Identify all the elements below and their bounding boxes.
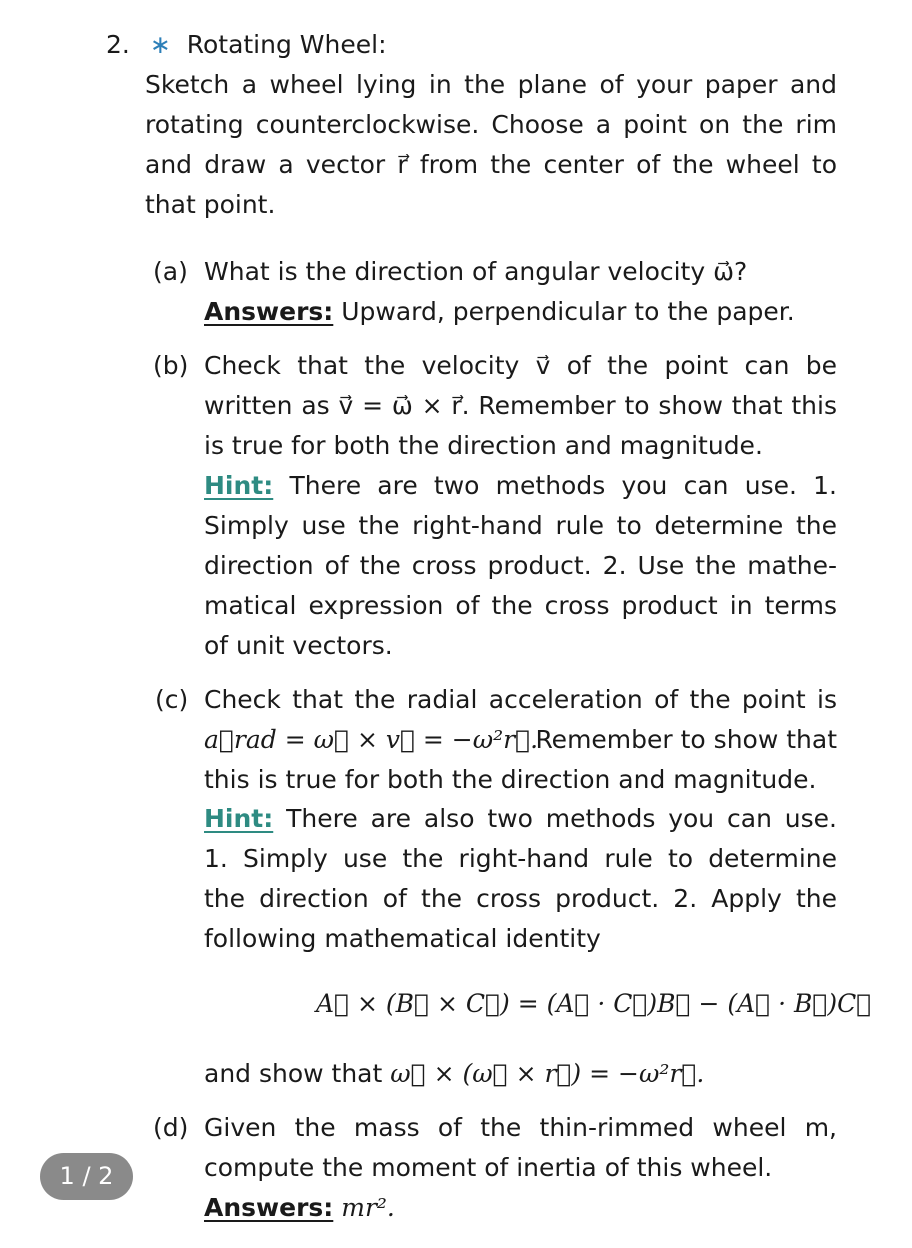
- part-c-show-line: [204, 1059, 704, 1089]
- show-prefix: and show that: [204, 1059, 383, 1088]
- part-a-label: (a): [153, 257, 188, 286]
- part-a-answer: [204, 297, 795, 327]
- part-c-line-7: following mathematical identity: [204, 924, 601, 953]
- hint-label: Hint:: [204, 471, 274, 500]
- answer-label: Answers:: [204, 297, 334, 326]
- problem-header: [106, 30, 387, 60]
- part-c-line-3: this is true for both the direction and magnitude.: [204, 765, 817, 794]
- problem-title: Rotating Wheel:: [186, 30, 387, 59]
- part-c-line-6: the direction of the cross product. 2. Apply the: [204, 884, 837, 913]
- answer-text: mr².: [341, 1193, 395, 1222]
- part-b-line-1: Check that the velocity v⃗ of the point can be: [204, 351, 837, 380]
- part-b-line-3: is true for both the direction and magnitude.: [204, 431, 763, 460]
- part-b-hint-line: [204, 471, 837, 501]
- hint-text: There are two methods you can use. 1.: [289, 471, 837, 500]
- intro-line-4: that point.: [145, 190, 276, 219]
- show-equation: ω⃗ × (ω⃗ × r⃗) = −ω²r⃗.: [390, 1059, 705, 1088]
- part-a-question: What is the direction of angular velocity ω⃗?: [204, 257, 748, 286]
- part-c-line-1: Check that the radial acceleration of the point is: [204, 685, 837, 714]
- part-c-label: (c): [155, 685, 189, 714]
- vector-identity-equation: A⃗ × (B⃗ × C⃗) = (A⃗ · C⃗)B⃗ − (A⃗ · B⃗)C⃗: [316, 989, 872, 1018]
- part-b-line-6: direction of the cross product. 2. Use the mathe-: [204, 551, 837, 580]
- part-d-label: (d): [153, 1113, 189, 1142]
- part-c-line-2: [204, 725, 837, 755]
- part-c-line-5: 1. Simply use the right-hand rule to determine: [204, 844, 837, 873]
- problem-number: 2.: [106, 30, 130, 59]
- part-d-line-2: compute the moment of inertia of this wheel.: [204, 1153, 773, 1182]
- intro-line-3: and draw a vector r⃗ from the center of the wheel to: [145, 150, 837, 179]
- part-c-line-2-rest: Remember to show that: [535, 725, 837, 754]
- part-b-line-2: written as v⃗ = ω⃗ × r⃗. Remember to show that this: [204, 391, 837, 420]
- part-b-label: (b): [153, 351, 189, 380]
- hint-label: Hint:: [204, 804, 274, 833]
- intro-line-1: Sketch a wheel lying in the plane of your paper and: [145, 70, 837, 99]
- answer-text: Upward, perpendicular to the paper.: [341, 297, 795, 326]
- part-d-line-1: Given the mass of the thin-rimmed wheel m,: [204, 1113, 837, 1142]
- part-c-hint-line: [204, 804, 837, 834]
- part-b-line-5: Simply use the right-hand rule to determine the: [204, 511, 837, 540]
- radial-acceleration-equation: a⃗rad = ω⃗ × v⃗ = −ω²r⃗.: [204, 725, 539, 754]
- intro-line-2: rotating counterclockwise. Choose a point on the rim: [145, 110, 837, 139]
- star-icon: ∗: [149, 30, 171, 59]
- part-b-line-7: matical expression of the cross product in terms: [204, 591, 837, 620]
- page-indicator-badge: 1 / 2: [40, 1153, 133, 1200]
- answer-label: Answers:: [204, 1193, 334, 1222]
- part-d-answer: [204, 1193, 395, 1223]
- hint-text: There are also two methods you can use.: [286, 804, 837, 833]
- part-b-line-8: of unit vectors.: [204, 631, 393, 660]
